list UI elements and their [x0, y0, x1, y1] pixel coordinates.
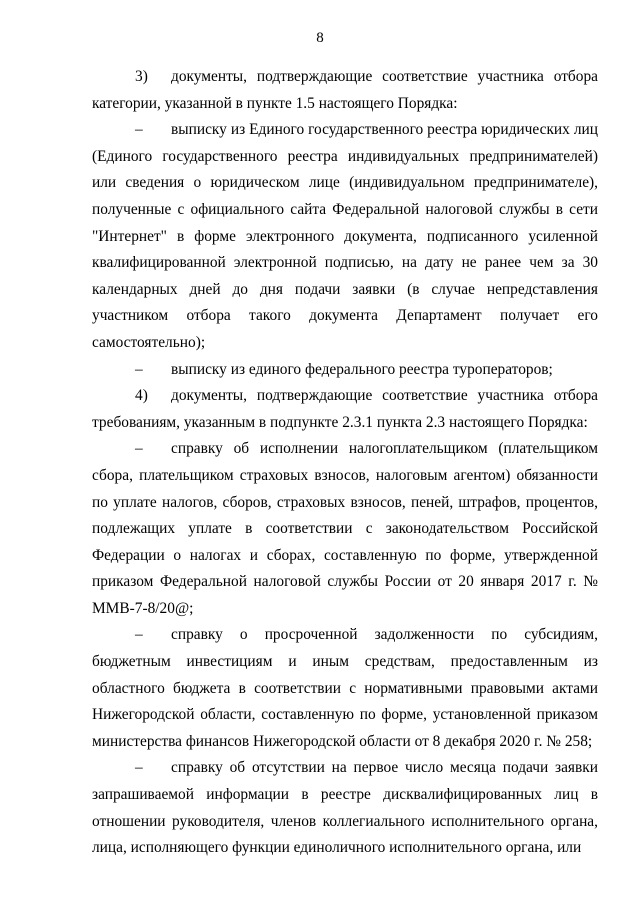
dash-marker: –: [135, 440, 143, 458]
paragraph-text: документы, подтверждающие соответствие участника отбора категории, указанной в пункте 1.5 настоящего Порядка:: [92, 68, 598, 112]
bullet-tax-certificate: [92, 436, 598, 622]
bullet-disqualified-persons-certificate: [92, 755, 598, 861]
paragraph-item-4: [92, 383, 598, 436]
bullet-tour-operators-extract: [92, 357, 598, 384]
dash-marker: –: [135, 759, 143, 777]
dash-marker: –: [135, 360, 143, 378]
paragraph-text: справку об отсутствии на первое число месяца подачи заявки запрашиваемой информации в реестре дисквалифицированных лиц в отношении руководителя, членов коллегиального исполнительного органа, лица, исполняющего функции единоличного исполнительного органа, или: [92, 759, 598, 857]
dash-marker: –: [135, 626, 143, 644]
paragraph-text: справку об исполнении налогоплательщиком (плательщиком сбора, плательщиком страховых взносов, налоговым агентом) обязанности по уплате налогов, сборов, страховых взносов, пеней, штрафов, процентов, подлежащих уплате в соответствии с законодательством Российской Федерации о налогах и сборах, составленную по форме, утвержденной приказом Федеральной налоговой службы России от 20 января 2017 г. № ММВ-7-8/20@;: [92, 440, 598, 617]
bullet-egrul-extract: [92, 117, 598, 356]
paragraph-text: выписку из единого федерального реестра туроператоров;: [171, 360, 553, 378]
page-number: 8: [316, 30, 324, 46]
paragraph-text: документы, подтверждающие соответствие участника отбора требованиям, указанным в подпункте 2.3.1 пункта 2.3 настоящего Порядка:: [92, 387, 598, 431]
document-body: [92, 64, 598, 862]
list-marker: 4): [135, 387, 148, 405]
paragraph-text: выписку из Единого государственного реестра юридических лиц (Единого государственного реестра индивидуальных предпринимателей) или сведения о юридическом лице (индивидуальном предпринимателе), полученные с официального сайта Федеральной налоговой службы в сети "Интернет" в форме электронного документа, подписанного усиленной квалифицированной электронной подписью, на дату не ранее чем за 30 календарных дней до дня подачи заявки (в случае непредставления участником отбора такого документа Департамент получает его самостоятельно);: [92, 121, 598, 351]
dash-marker: –: [135, 121, 143, 139]
paragraph-text: справку о просроченной задолженности по субсидиям, бюджетным инвестициям и иным средствам, предоставленным из областного бюджета в соответствии с нормативными правовыми актами Нижегородской области, составленную по форме, установленной приказом министерства финансов Нижегородской области от 8 декабря 2020 г. № 258;: [92, 626, 598, 750]
paragraph-item-3: [92, 64, 598, 117]
list-marker: 3): [135, 68, 148, 85]
bullet-overdue-debt-certificate: [92, 622, 598, 755]
